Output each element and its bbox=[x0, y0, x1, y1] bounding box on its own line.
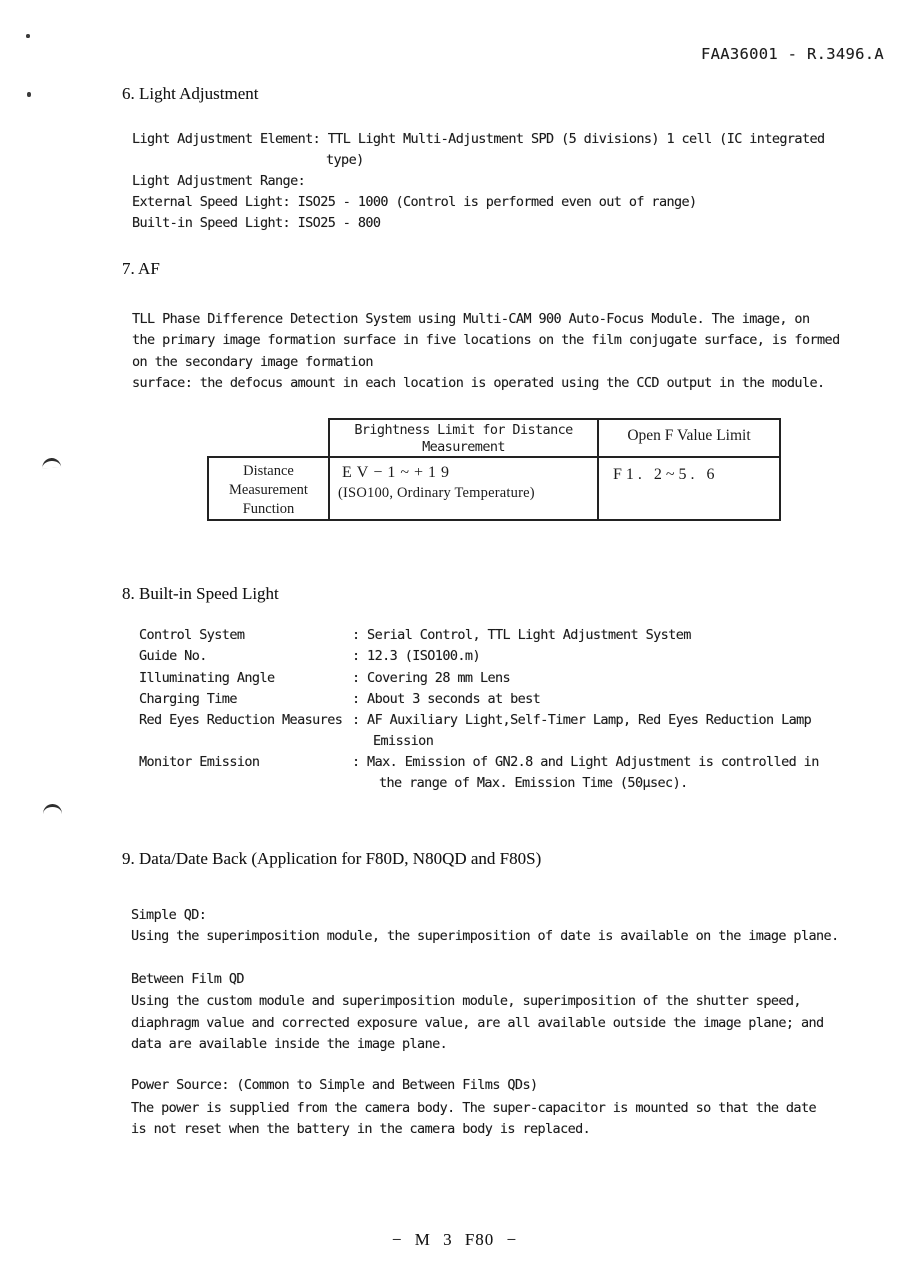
spec-label: Control System bbox=[139, 627, 245, 643]
power-source-text-line: The power is supplied from the camera body. The super-capacitor is mounted so that the date bbox=[131, 1100, 817, 1116]
simple-qd-text-line: Using the superimposition module, the superimposition of date is available on the image plane. bbox=[131, 928, 839, 944]
section-7-text-line: surface: the defocus amount in each location is operated using the CCD output in the module. bbox=[132, 375, 825, 391]
table-header-brightness-cell bbox=[328, 418, 599, 458]
between-qd-text-line: Using the custom module and superimposition module, superimposition of the shutter speed, bbox=[131, 993, 801, 1009]
spec-value-continued: the range of Max. Emission Time (50μsec). bbox=[379, 775, 688, 791]
table-header-open-f-cell bbox=[597, 418, 781, 458]
spec-label: Monitor Emission bbox=[139, 754, 260, 770]
power-source-text-line: is not reset when the battery in the camera body is replaced. bbox=[131, 1121, 591, 1137]
section-7-text-line: TLL Phase Difference Detection System using Multi-CAM 900 Auto-Focus Module. The image, on bbox=[132, 311, 810, 327]
section-7-heading: 7. AF bbox=[122, 259, 160, 278]
scan-dash-mark-icon bbox=[42, 458, 61, 469]
table-f-limit-cell bbox=[597, 456, 781, 521]
ev-range-note: (ISO100, Ordinary Temperature) bbox=[338, 485, 535, 501]
spec-value: : Covering 28 mm Lens bbox=[352, 670, 511, 686]
scan-speck-icon bbox=[27, 92, 31, 97]
table-header-brightness-label: Brightness Limit for Distance Measurement bbox=[354, 422, 573, 455]
section-6-text-line: External Speed Light: ISO25 - 1000 (Control is performed even out of range) bbox=[132, 194, 697, 210]
section-6-text-line: type) bbox=[326, 152, 364, 168]
spec-value: : 12.3 (ISO100.m) bbox=[352, 648, 480, 664]
section-6-text-line: Built-in Speed Light: ISO25 - 800 bbox=[132, 215, 381, 231]
table-row-header-label: Distance Measurement Function bbox=[229, 463, 308, 517]
spec-value: : About 3 seconds at best bbox=[352, 691, 541, 707]
simple-qd-title: Simple QD: bbox=[131, 907, 207, 923]
table-ev-range-cell bbox=[328, 456, 599, 521]
section-7-text-line: the primary image formation surface in five locations on the film conjugate surface, is formed bbox=[132, 332, 840, 348]
section-9-heading: 9. Data/Date Back (Application for F80D, N80QD and F80S) bbox=[122, 849, 542, 868]
scan-dash-mark-icon bbox=[43, 804, 62, 814]
between-qd-text-line: diaphragm value and corrected exposure value, are all available outside the image plane; and bbox=[131, 1015, 824, 1031]
section-6-heading: 6. Light Adjustment bbox=[122, 84, 259, 103]
page-number: − M 3 F80 − bbox=[391, 1230, 518, 1249]
spec-label: Illuminating Angle bbox=[139, 670, 275, 686]
document-code: FAA36001 - R.3496.A bbox=[701, 45, 885, 63]
between-qd-title: Between Film QD bbox=[131, 971, 244, 987]
spec-value: : Max. Emission of GN2.8 and Light Adjustment is controlled in bbox=[352, 754, 819, 770]
spec-label: Guide No. bbox=[139, 648, 207, 664]
spec-value-continued: Emission bbox=[373, 733, 434, 749]
section-8-heading: 8. Built-in Speed Light bbox=[122, 584, 279, 603]
ev-range-value: EV−1~+19 bbox=[342, 464, 455, 481]
spec-value: : Serial Control, TTL Light Adjustment System bbox=[352, 627, 691, 643]
scan-speck-icon bbox=[26, 34, 30, 38]
f-limit-value: F1. 2~5. 6 bbox=[613, 466, 719, 483]
table-row-header-cell bbox=[207, 456, 330, 521]
spec-label: Charging Time bbox=[139, 691, 237, 707]
table-header-open-f-label: Open F Value Limit bbox=[627, 427, 751, 444]
section-6-text-line: Light Adjustment Range: bbox=[132, 173, 306, 189]
between-qd-text-line: data are available inside the image plane. bbox=[131, 1036, 448, 1052]
spec-label: Red Eyes Reduction Measures bbox=[139, 712, 343, 728]
section-7-text-line: on the secondary image formation bbox=[132, 354, 373, 370]
spec-value: : AF Auxiliary Light,Self-Timer Lamp, Red Eyes Reduction Lamp bbox=[352, 712, 812, 728]
section-6-text-line: Light Adjustment Element: TTL Light Multi-Adjustment SPD (5 divisions) 1 cell (IC integrated bbox=[132, 131, 825, 147]
power-source-title: Power Source: (Common to Simple and Between Films QDs) bbox=[131, 1077, 538, 1093]
